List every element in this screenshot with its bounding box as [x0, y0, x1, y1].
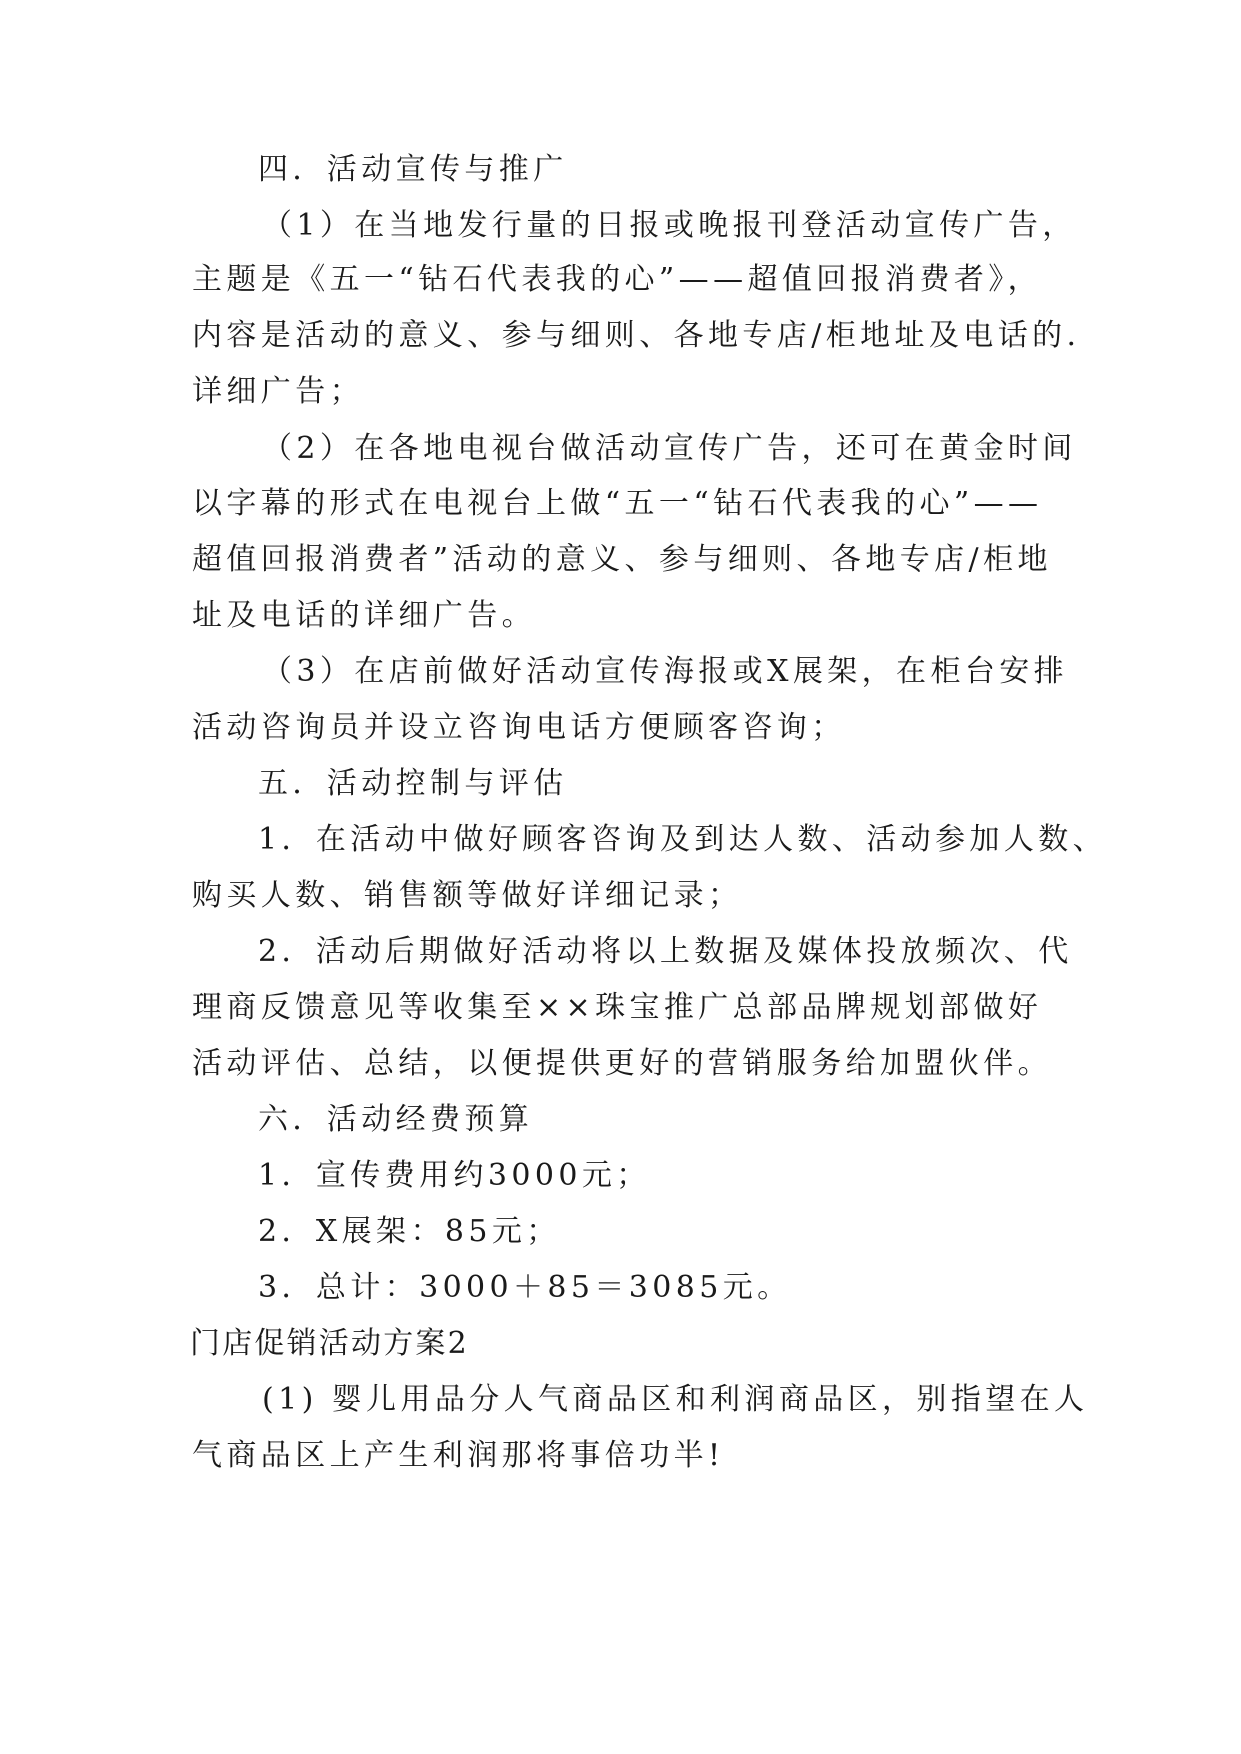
paragraph-line: 2．活动后期做好活动将以上数据及媒体投放频次、代 — [258, 934, 1073, 969]
paragraph-line: 1．宣传费用约3000元； — [258, 1158, 651, 1193]
paragraph-line: 购买人数、销售额等做好详细记录； — [192, 878, 743, 913]
section-heading: 五．活动控制与评估 — [258, 766, 568, 801]
paragraph-line: (1) 婴儿用品分人气商品区和利润商品区，别指望在人 — [262, 1382, 1089, 1417]
paragraph-line: 1．在活动中做好顾客咨询及到达人数、活动参加人数、 — [258, 822, 1108, 857]
section-heading: 四．活动宣传与推广 — [258, 152, 568, 187]
paragraph-line: （1）在当地发行量的日报或晚报刊登活动宣传广告， — [262, 208, 1077, 243]
paragraph-line: 2．X展架：85元； — [258, 1214, 561, 1249]
paragraph-line: 活动咨询员并设立咨询电话方便顾客咨询； — [192, 710, 846, 745]
paragraph-line: 详细广告； — [192, 374, 364, 409]
paragraph-line: 活动评估、总结，以便提供更好的营销服务给加盟伙伴。 — [192, 1046, 1052, 1081]
document-title: 门店促销活动方案2 — [190, 1326, 469, 1361]
paragraph-line: 超值回报消费者”活动的意义、参与细则、各地专店/柜地 — [192, 542, 1052, 577]
paragraph-line: 址及电话的详细广告。 — [192, 598, 536, 633]
section-heading: 六．活动经费预算 — [258, 1102, 534, 1137]
paragraph-line: 主题是《五一“钻石代表我的心”——超值回报消费者》， — [192, 262, 1043, 297]
paragraph-line: 内容是活动的意义、参与细则、各地专店/柜地址及电话的. — [192, 318, 1081, 353]
paragraph-line: （2）在各地电视台做活动宣传广告，还可在黄金时间 — [262, 431, 1077, 466]
paragraph-line: 理商反馈意见等收集至××珠宝推广总部品牌规划部做好 — [192, 990, 1043, 1025]
paragraph-line: 气商品区上产生利润那将事倍功半! — [192, 1438, 725, 1473]
paragraph-line: （3）在店前做好活动宣传海报或X展架，在柜台安排 — [262, 654, 1069, 689]
paragraph-line: 3．总计：3000＋85＝3085元。 — [258, 1270, 792, 1305]
paragraph-line: 以字幕的形式在电视台上做“五一“钻石代表我的心”—— — [192, 486, 1043, 521]
